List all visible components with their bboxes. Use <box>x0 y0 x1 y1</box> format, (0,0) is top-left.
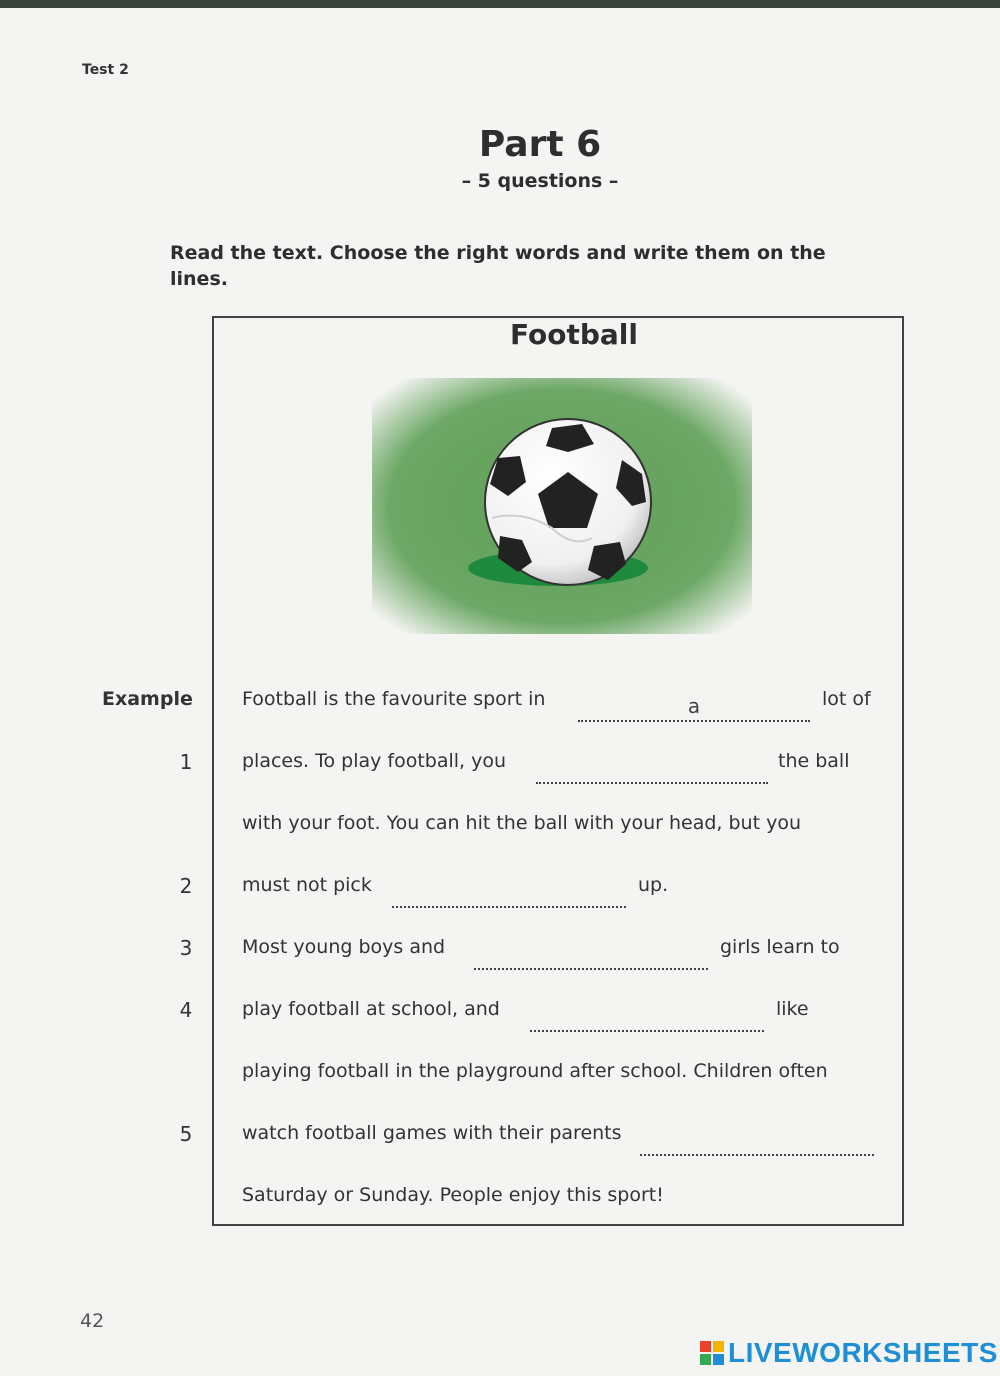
example-label: Example <box>102 688 193 710</box>
line-4-before: play football at school, and <box>242 998 500 1020</box>
answer-field-5[interactable] <box>640 1128 874 1156</box>
answer-field-2[interactable] <box>392 880 626 908</box>
line-text: Saturday or Sunday. People enjoy this sport! <box>242 1184 664 1206</box>
answer-field-3[interactable] <box>474 942 708 970</box>
instructions: Read the text. Choose the right words and write them on the lines. <box>170 242 826 290</box>
soccer-ball-icon <box>372 378 752 634</box>
liveworksheets-logo <box>700 1338 998 1368</box>
line-example-before: Football is the favourite sport in <box>242 688 546 710</box>
answer-field-4[interactable] <box>530 1004 764 1032</box>
part-subtitle: – 5 questions – <box>461 170 619 192</box>
brand-name: LIVEWORKSHEETS <box>728 1337 998 1368</box>
test-label: Test 2 <box>82 62 129 78</box>
line-2-before: must not pick <box>242 874 372 896</box>
part-title: Part 6 <box>478 124 602 165</box>
line-example-after: lot of <box>822 688 871 710</box>
question-number-3: 3 <box>179 936 193 960</box>
question-number-4: 4 <box>179 998 193 1022</box>
line-3-after: girls learn to <box>720 936 840 958</box>
question-number-2: 2 <box>179 874 193 898</box>
line-1-after: the ball <box>778 750 850 772</box>
answer-field-1[interactable] <box>536 756 768 784</box>
brand-blocks-icon <box>700 1341 724 1365</box>
page-number: 42 <box>80 1310 105 1332</box>
passage-title: Football <box>510 318 638 351</box>
line-5-before: watch football games with their parents <box>242 1122 622 1144</box>
line-text: with your foot. You can hit the ball with your head, but you <box>242 812 801 834</box>
question-number-5: 5 <box>179 1122 193 1146</box>
question-number-1: 1 <box>179 750 193 774</box>
example-answer-field: a <box>578 694 810 722</box>
line-1-before: places. To play football, you <box>242 750 507 772</box>
line-text: playing football in the playground after school. Children often <box>242 1060 828 1082</box>
line-3-before: Most young boys and <box>242 936 446 958</box>
line-2-after: up. <box>638 874 669 896</box>
football-picture <box>372 378 752 634</box>
line-4-after: like <box>776 998 809 1020</box>
page-top-edge <box>0 0 1000 8</box>
